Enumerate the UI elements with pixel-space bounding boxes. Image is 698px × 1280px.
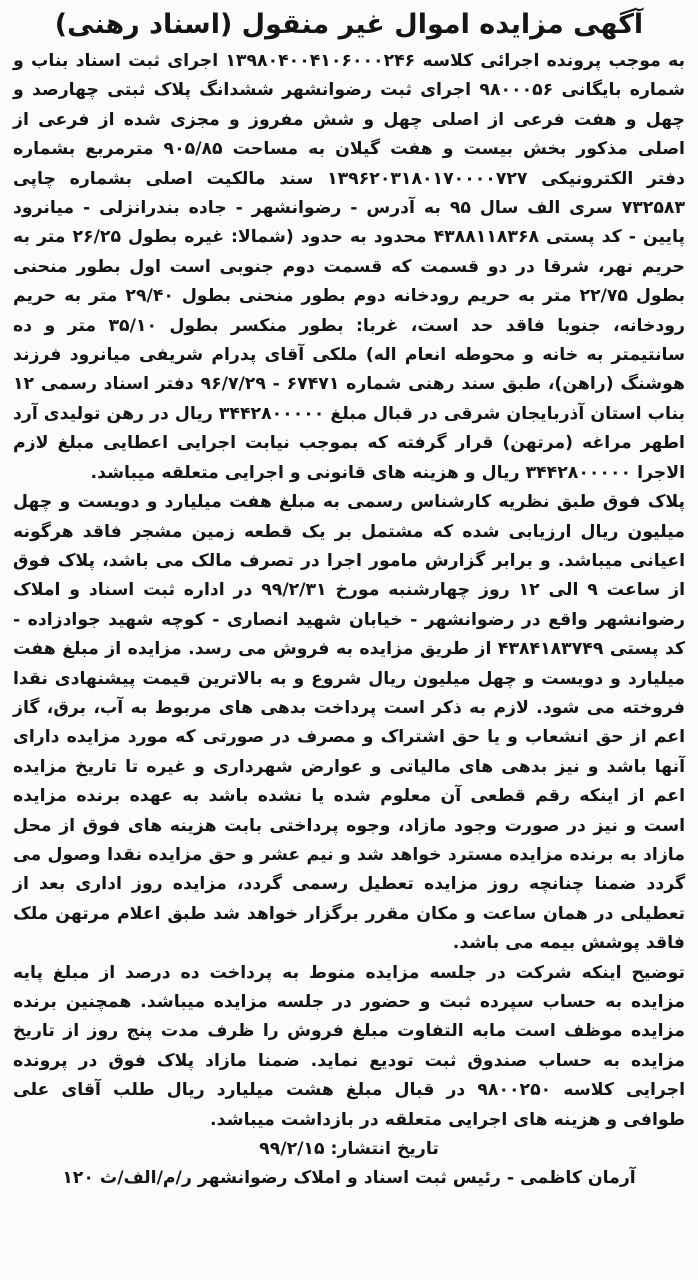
signature-line: آرمان کاظمی - رئیس ثبت اسناد و املاک رضوانشهر ر/م/الف/ث ۱۲۰ [62, 1168, 636, 1189]
paragraph-auction-terms: پلاک فوق طبق نظریه کارشناس رسمی به مبلغ هفت میلیارد و دویست و چهل میلیون ریال ارزیابی شده که مشتمل بر یک قطعه زمین مشجر فاقد هرگونه اعیانی میباشد. و برابر گزارش مامور اجرا در تصرف مالک می باشد، پلاک فوق از ساعت ۹ الی ۱۲ روز چهارشنبه مورخ ۹۹/۲/۳۱ در اداره ثبت اسناد و املاک رضوانشهر واقع در رضوانشهر - خیابان شهید انصاری - کوچه شهید جوادزاده - کد پستی ۴۳۸۴۱۸۳۷۴۹ از طریق مزایده به فروش می رسد. مزایده از مبلغ هفت میلیارد و دویست و چهل میلیون ریال شروع و به بالاترین قیمت پیشنهادی نقدا فروخته می شود. لازم به ذکر است پرداخت بدهی های مربوط به آب، برق، گاز اعم از حق انشعاب و یا حق اشتراک و مصرف در صورتی که مورد مزایده دارای آنها باشد و نیز بدهی های مالیاتی و عوارض شهرداری و غیره تا تاریخ مزایده اعم از اینکه رقم قطعی آن معلوم شده یا نشده باشد به عهده برنده مزایده است و نیز در صورت وجود مازاد، وجوه پرداختی بابت هزینه های فوق از محل مازاد به برنده مزایده مسترد خواهد شد و نیم عشر و حق مزایده نقدا وصول می گردد ضمنا چنانچه روز مزایده تعطیل رسمی گردد، مزایده روز اداری بعد از تعطیلی در همان ساعت و مکان مقرر برگزار خواهد شد طبق اعلام مرتهن ملک فاقد پوشش بیمه می باشد. [13, 492, 685, 954]
notice-title: آگهی مزایده اموال غیر منقول (اسناد رهنی) [54, 9, 644, 40]
publish-date: تاریخ انتشار: ۹۹/۲/۱۵ [259, 1139, 439, 1160]
paragraph-property-details: به موجب پرونده اجرائی کلاسه ۱۳۹۸۰۴۰۰۴۱۰۶۰۰۰۲۴۶ اجرای ثبت اسناد بناب و شماره بایگانی ۹۸۰۰۰۵۶ اجرای ثبت رضوانشهر ششدانگ پلاک ثبتی چهارصد و چهل و هفت فرعی از اصلی چهل و شش مفروز و مجزی شده از فرعی از اصلی مذکور بخش بیست و هفت گیلان به مساحت ۹۰۵/۸۵ مترمربع بشماره دفتر الکترونیکی ۱۳۹۶۲۰۳۱۸۰۱۷۰۰۰۰۷۲۷ سند مالکیت اصلی بشماره چاپی ۷۳۲۵۸۳ سری الف سال ۹۵ به آدرس - رضوانشهر - جاده بندرانزلی - میانرود پایین - کد پستی ۴۳۸۸۱۱۸۳۶۸ محدود به حدود (شمالا: غیره بطول ۲۶/۲۵ متر به حریم نهر، شرقا در دو قسمت که قسمت دوم جنوبی است اول بطور منحنی بطول ۲۲/۷۵ متر به حریم رودخانه دوم بطور منحنی بطول ۲۹/۴۰ متر به حریم رودخانه، جنوبا فاقد حد است، غربا: بطور منکسر بطول ۳۵/۱۰ متر و ده سانتیمتر به خانه و محوطه انعام اله) ملکی آقای پدرام شریفی میانرود فرزند هوشنگ (راهن)، طبق سند رهنی شماره ۶۷۴۷۱ - ۹۶/۷/۲۹ دفتر اسناد رسمی ۱۲ بناب استان آذربایجان شرقی در قبال مبلغ ۳۴۴۲۸۰۰۰۰۰ ریال در رهن تولیدی آرد اطهر مراغه (مرتهن) قرار گرفته که بموجب نیابت اجرایی اعطایی مبلغ لازم الاجرا ۳۴۴۲۸۰۰۰۰۰ ریال و هزینه های قانونی و اجرایی متعلقه میباشد. [13, 51, 686, 483]
paragraph-participation-terms: توضیح اینکه شرکت در جلسه مزایده منوط به پرداخت ده درصد از مبلغ پایه مزایده به حساب سپرده ثبت و حضور در جلسه مزایده میباشد. همچنین برنده مزایده موظف است مابه التفاوت مبلغ فروش را ظرف مدت پنج روز از تاریخ مزایده به حساب صندوق ثبت تودیع نماید. ضمنا مازاد پلاک فوق در پرونده اجرایی کلاسه ۹۸۰۰۲۵۰ در قبال مبلغ هشت میلیارد ریال طلب آقای علی طوافی و هزینه های اجرایی متعلقه در بازداشت میباشد. [13, 962, 686, 1130]
